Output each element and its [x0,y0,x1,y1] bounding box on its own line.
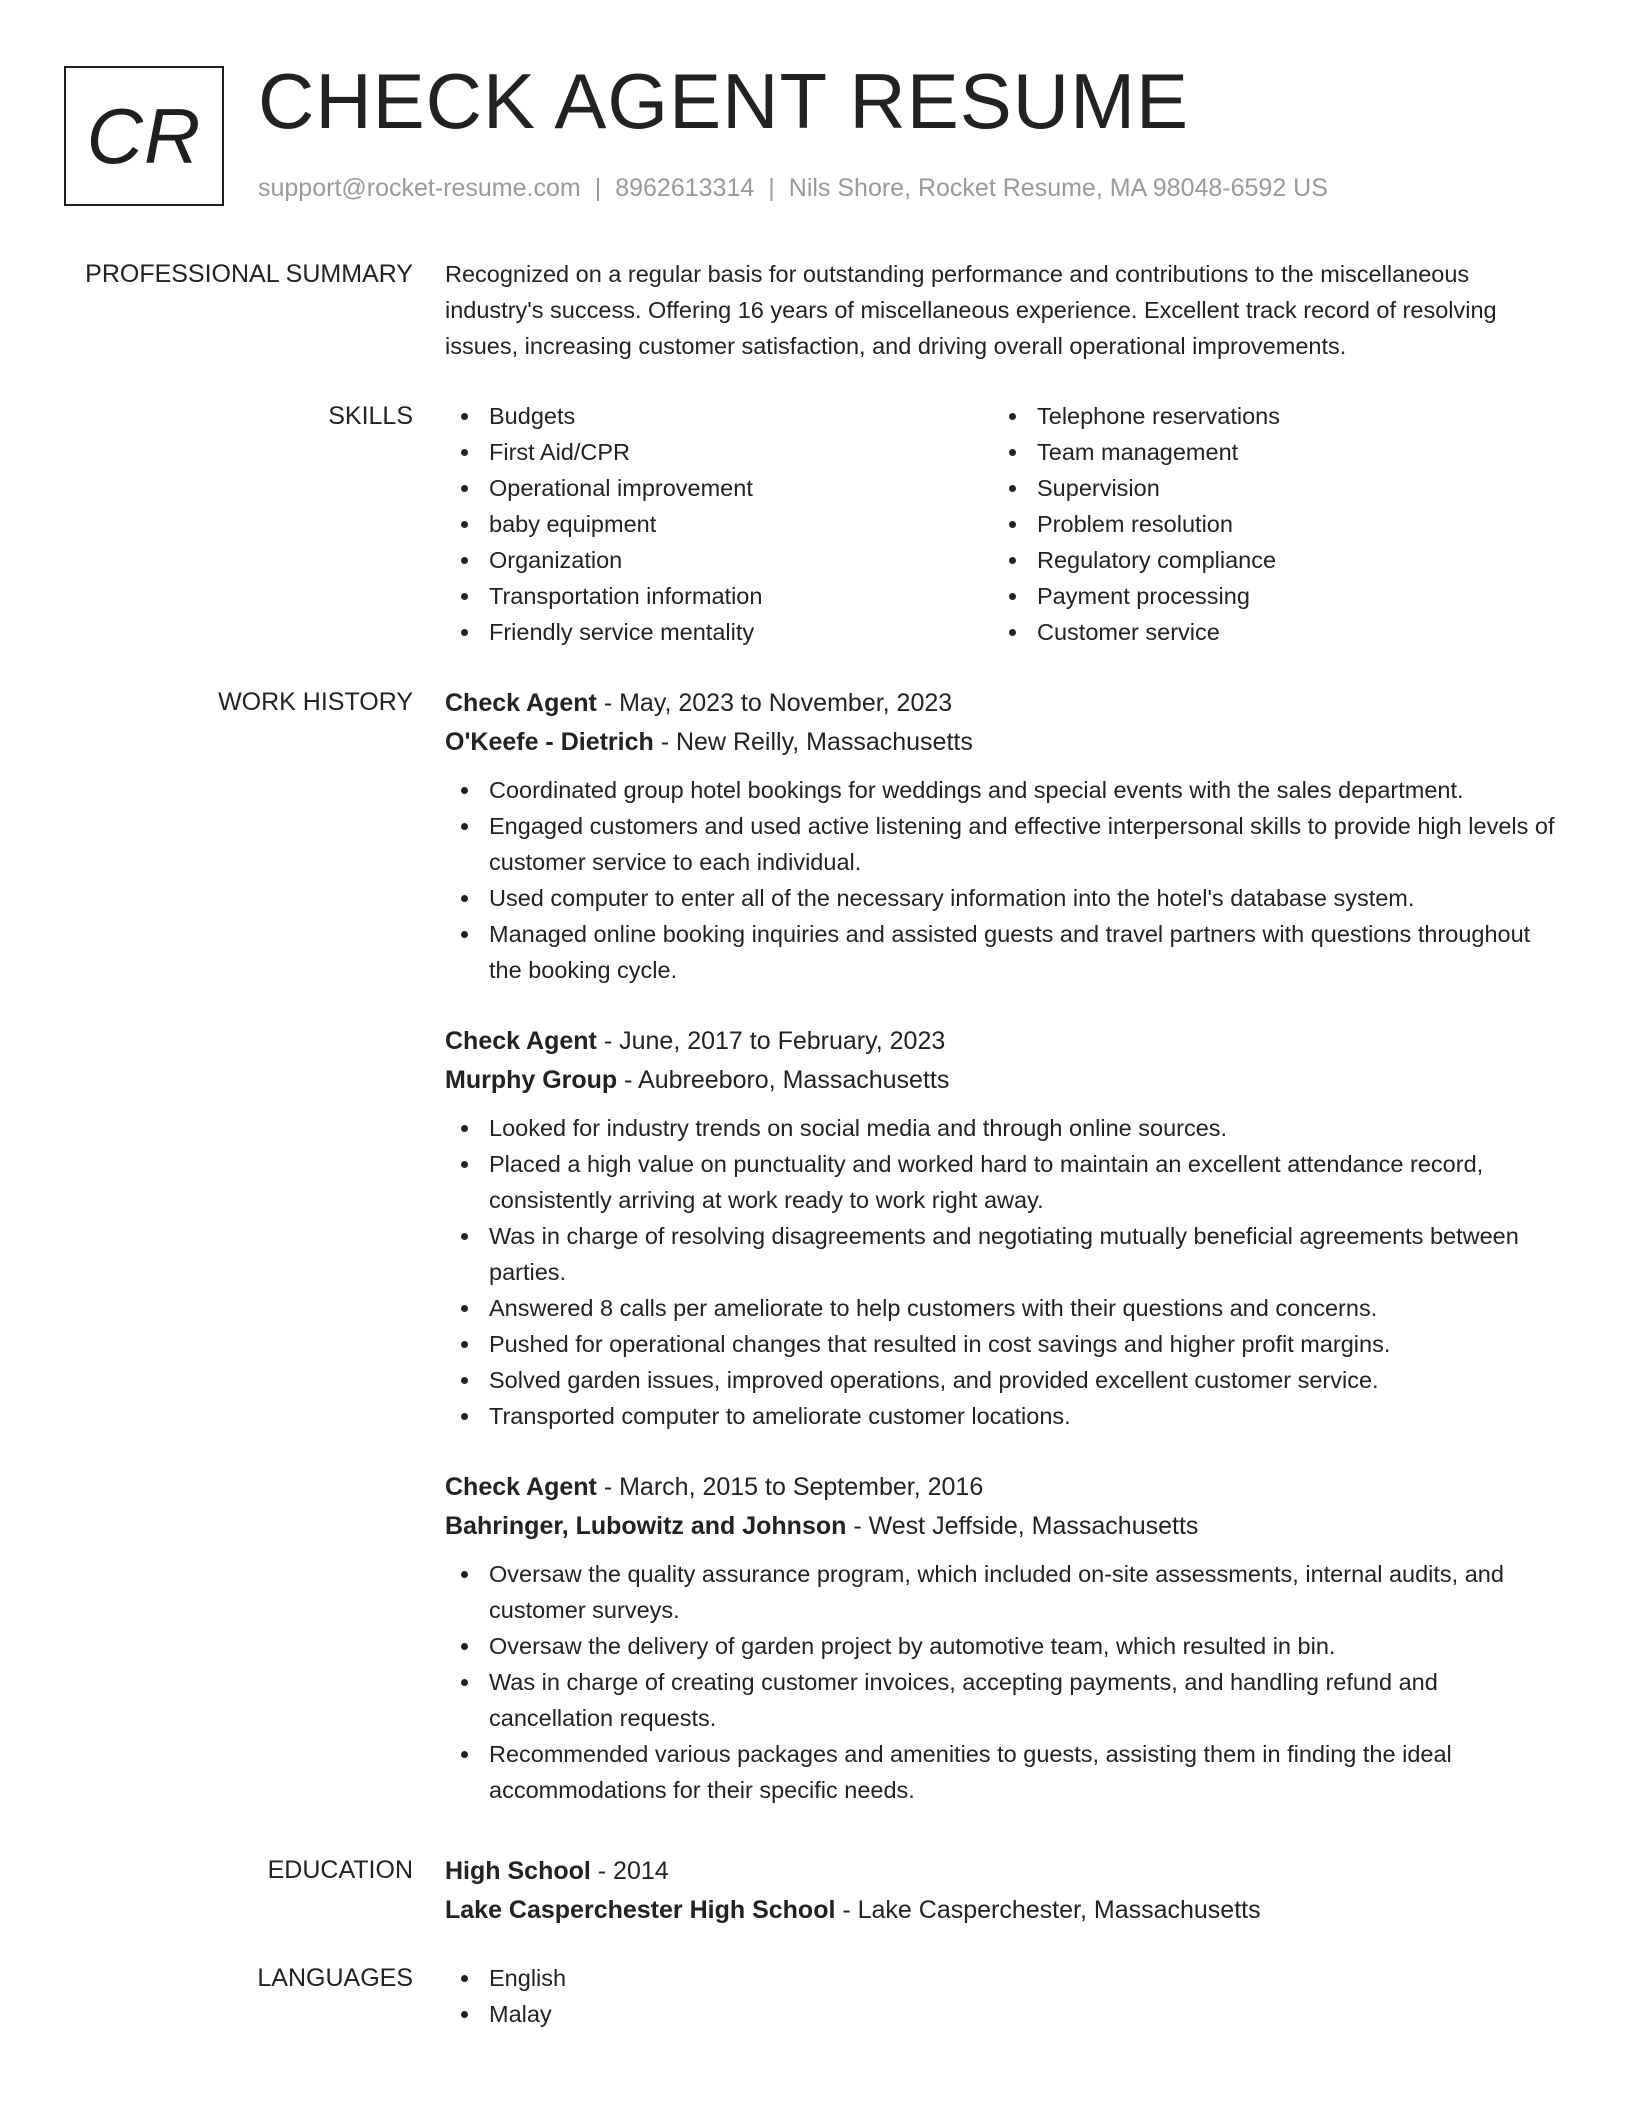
work-history-body [445,684,1560,1808]
job-bullet: Solved garden issues, improved operations, and provided excellent customer service. [445,1362,1560,1398]
job-bullets [445,1556,1560,1808]
job-company: Murphy Group [445,1066,618,1094]
job-title-line [445,684,1560,722]
contact-separator: | [768,174,775,202]
skill-item: Team management [993,434,1541,470]
job-dates: - June, 2017 to February, 2023 [596,1027,946,1055]
skill-item: Problem resolution [993,506,1541,542]
job-dates: - March, 2015 to September, 2016 [596,1473,984,1501]
skill-item: Budgets [445,398,993,434]
section-label-education: EDUCATION [267,1856,413,1884]
job-title: Check Agent [445,1027,597,1055]
contact-separator: | [594,174,602,202]
skill-item: Regulatory compliance [993,542,1541,578]
education-year: - 2014 [590,1857,669,1885]
summary-text: Recognized on a regular basis for outstanding performance and contributions to the miscellaneous industry's success. Offering 16 years of miscellaneous experience. Excellent track record of resolving issues, increasing customer satisfaction, and driving overall operational improvements. [445,261,1497,359]
skill-item: Payment processing [993,578,1541,614]
job-entry [445,1022,1560,1434]
section-label-languages: LANGUAGES [257,1964,413,1992]
education-school: Lake Casperchester High School [445,1896,836,1924]
job-bullets [445,1110,1560,1434]
skill-item: Organization [445,542,993,578]
job-bullet: Managed online booking inquiries and assisted guests and travel partners with questions throughout the booking cycle. [445,916,1560,988]
education-degree: High School [445,1857,591,1885]
job-company-line [445,1506,1560,1546]
summary-body [445,256,1560,364]
skills-body [445,398,1560,650]
education-body [445,1852,1560,1940]
job-company-line [445,1060,1560,1100]
job-title-line [445,1468,1560,1506]
skill-item: Friendly service mentality [445,614,993,650]
contact-phone[interactable]: 8962613314 [615,174,755,202]
job-bullet: Oversaw the delivery of garden project by automotive team, which resulted in bin. [445,1628,1560,1664]
job-title: Check Agent [445,689,597,717]
job-company-line [445,722,1560,762]
contact-email[interactable]: support@rocket-resume.com [258,174,581,202]
job-entry [445,684,1560,988]
language-item: Malay [445,1996,1560,2032]
job-bullet: Recommended various packages and amenities to guests, assisting them in finding the ideal accommodations for their specific needs. [445,1736,1560,1808]
job-company: Bahringer, Lubowitz and Johnson [445,1512,847,1540]
skill-item: Supervision [993,470,1541,506]
skills-list-right [993,398,1541,650]
job-title: Check Agent [445,1473,597,1501]
job-bullet: Looked for industry trends on social media and through online sources. [445,1110,1560,1146]
job-bullet: Was in charge of resolving disagreements and negotiating mutually beneficial agreements between parties. [445,1218,1560,1290]
job-bullet: Transported computer to ameliorate customer locations. [445,1398,1560,1434]
job-dates: - May, 2023 to November, 2023 [596,689,953,717]
skill-item: baby equipment [445,506,993,542]
section-label-skills: SKILLS [328,402,413,430]
monogram-logo: CR [64,66,224,206]
job-bullet: Was in charge of creating customer invoices, accepting payments, and handling refund and cancellation requests. [445,1664,1560,1736]
skill-item: First Aid/CPR [445,434,993,470]
job-bullet: Placed a high value on punctuality and worked hard to maintain an excellent attendance record, consistently arriving at work ready to work right away. [445,1146,1560,1218]
education-location: - Lake Casperchester, Massachusetts [835,1896,1261,1924]
skill-item: Telephone reservations [993,398,1541,434]
skill-item: Customer service [993,614,1541,650]
resume-title: CHECK AGENT RESUME [258,57,1190,145]
skill-item: Transportation information [445,578,993,614]
job-bullet: Answered 8 calls per ameliorate to help customers with their questions and concerns. [445,1290,1560,1326]
job-bullets [445,772,1560,988]
language-item: English [445,1960,1560,1996]
languages-list [445,1960,1560,2032]
job-location: - New Reilly, Massachusetts [653,728,973,756]
job-company: O'Keefe - Dietrich [445,728,654,756]
education-school-line [445,1890,1560,1930]
job-location: - Aubreeboro, Massachusetts [617,1066,950,1094]
contact-line [258,174,1328,203]
job-bullet: Engaged customers and used active listening and effective interpersonal skills to provide high levels of customer service to each individual. [445,808,1560,880]
skills-list-left [445,398,993,650]
skill-item: Operational improvement [445,470,993,506]
job-bullet: Used computer to enter all of the necessary information into the hotel's database system. [445,880,1560,916]
job-bullet: Coordinated group hotel bookings for weddings and special events with the sales department. [445,772,1560,808]
job-location: - West Jeffside, Massachusetts [846,1512,1199,1540]
section-label-summary: PROFESSIONAL SUMMARY [85,260,413,288]
job-entry [445,1468,1560,1808]
contact-address: Nils Shore, Rocket Resume, MA 98048-6592 US [788,174,1328,202]
section-label-work-history: WORK HISTORY [218,688,413,716]
languages-body [445,1960,1560,2032]
job-bullet: Pushed for operational changes that resulted in cost savings and higher profit margins. [445,1326,1560,1362]
job-title-line [445,1022,1560,1060]
job-bullet: Oversaw the quality assurance program, which included on-site assessments, internal audits, and customer surveys. [445,1556,1560,1628]
education-degree-line [445,1852,1560,1890]
